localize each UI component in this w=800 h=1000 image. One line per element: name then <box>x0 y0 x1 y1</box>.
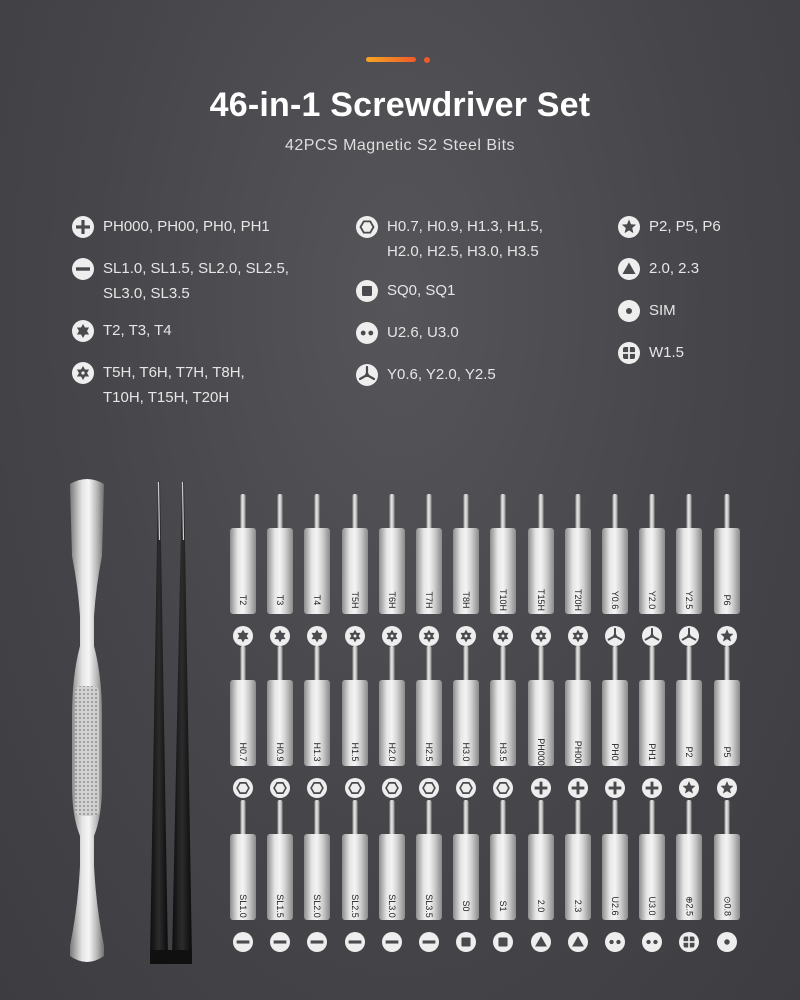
legend-label-line: T5H, T6H, T7H, T8H, <box>103 364 245 381</box>
cross-four-icon <box>679 932 699 952</box>
bit-shank <box>528 528 554 614</box>
legend-label <box>649 256 699 281</box>
bit-shank <box>639 528 665 614</box>
bit-shank <box>490 528 516 614</box>
bit-label: SL2.0 <box>312 894 323 918</box>
u-shape-icon <box>605 932 625 952</box>
bit-tip <box>687 800 692 836</box>
bit-label: T4 <box>312 594 323 606</box>
bit-label: PH000 <box>535 738 546 766</box>
triangle-icon <box>568 932 588 952</box>
phillips-icon <box>531 778 551 798</box>
slotted-icon <box>345 932 365 952</box>
tri-wing-icon <box>605 626 625 646</box>
legend-label <box>387 362 496 387</box>
bit-shank <box>342 834 368 920</box>
bit-label: H0.7 <box>238 742 248 762</box>
bit-shank <box>565 834 591 920</box>
bit-label: PH1 <box>647 743 658 761</box>
hex-icon <box>270 778 290 798</box>
bit-tip <box>427 494 432 530</box>
legend-label-line: 2.0, 2.3 <box>649 260 700 277</box>
bit-tip <box>613 494 618 530</box>
bit-shank <box>676 834 702 920</box>
bit-label: SL2.5 <box>349 894 360 918</box>
bit-tip <box>575 494 580 530</box>
legend-item <box>356 280 455 303</box>
bit-shank <box>230 834 256 920</box>
torx-security-icon <box>345 626 365 646</box>
torx-security-icon <box>531 626 551 646</box>
slotted-icon <box>382 932 402 952</box>
bit-shank <box>453 680 479 766</box>
torx-icon <box>72 320 94 342</box>
u-shape-icon <box>356 322 378 344</box>
legend-label <box>103 360 245 410</box>
bit-tip <box>278 494 283 530</box>
phillips-icon <box>568 778 588 798</box>
bit-tip <box>575 646 580 682</box>
bit-label: T6H <box>386 591 397 609</box>
bit-label: T10H <box>498 588 509 612</box>
pentalobe-icon <box>717 626 737 646</box>
bit-shank <box>416 528 442 614</box>
torx-icon <box>307 626 327 646</box>
slotted-icon <box>270 932 290 952</box>
bit-tip <box>241 800 246 836</box>
cross-four-icon <box>618 342 640 364</box>
legend-label <box>649 340 684 365</box>
legend-label <box>387 214 543 264</box>
bit-tip <box>650 800 655 836</box>
bit-tip <box>389 494 394 530</box>
legend-item <box>72 320 172 343</box>
phillips-icon <box>605 778 625 798</box>
legend-label-line: H2.0, H2.5, H3.0, H3.5 <box>387 243 539 260</box>
bit-shank <box>714 834 740 920</box>
torx-security-icon <box>493 626 513 646</box>
slotted-icon <box>233 932 253 952</box>
hex-icon <box>382 778 402 798</box>
legend-label <box>387 278 455 303</box>
bit-tip <box>464 646 469 682</box>
bit-shank <box>714 680 740 766</box>
bit-label: SL1.5 <box>275 894 286 918</box>
bit-shank <box>379 528 405 614</box>
bit-shank <box>304 834 330 920</box>
legend-label-line: T2, T3, T4 <box>103 322 172 339</box>
bit-shank <box>453 528 479 614</box>
bit-shank <box>602 834 628 920</box>
bit-label: U2.6 <box>610 896 620 916</box>
bit-tip <box>650 494 655 530</box>
spudger-tool <box>66 476 108 981</box>
bit-shank <box>304 528 330 614</box>
legend-item <box>618 258 699 281</box>
bit-tip <box>724 800 729 836</box>
bit-shank <box>230 528 256 614</box>
bit-tip <box>278 646 283 682</box>
legend-label-line: SQ0, SQ1 <box>387 282 456 299</box>
legend-label <box>649 298 676 323</box>
bit-shank <box>639 834 665 920</box>
bit-shank <box>453 834 479 920</box>
bit-tip <box>241 494 246 530</box>
bit-tip <box>315 646 320 682</box>
legend-item <box>72 362 245 410</box>
legend-label-line: SIM <box>649 302 676 319</box>
page-title: 46-in-1 Screwdriver Set <box>209 86 591 124</box>
bit-tip <box>501 800 506 836</box>
bit-label: T20H <box>572 588 583 612</box>
slotted-icon <box>419 932 439 952</box>
legend-label-line: Y0.6, Y2.0, Y2.5 <box>387 366 496 383</box>
torx-icon <box>233 626 253 646</box>
hex-icon <box>345 778 365 798</box>
tri-wing-icon <box>356 364 378 386</box>
hex-icon <box>419 778 439 798</box>
bit-tip <box>352 494 357 530</box>
legend-item <box>356 364 496 387</box>
hex-icon <box>356 216 378 238</box>
bit-label: SL3.0 <box>386 894 397 918</box>
bit-tip <box>650 646 655 682</box>
bit-shank <box>267 834 293 920</box>
slotted-icon <box>307 932 327 952</box>
hex-icon <box>233 778 253 798</box>
bit-label: T5H <box>349 591 360 609</box>
bit-tip <box>613 646 618 682</box>
hex-icon <box>307 778 327 798</box>
legend-item <box>72 258 289 306</box>
bit-label: H0.9 <box>275 742 286 762</box>
tweezers-tool <box>146 480 196 973</box>
bit-label: S1 <box>498 900 509 912</box>
u-shape-icon <box>642 932 662 952</box>
bit-label: T2 <box>238 594 248 606</box>
tri-wing-icon <box>642 626 662 646</box>
legend-label-line: H0.7, H0.9, H1.3, H1.5, <box>387 218 543 235</box>
bit-tip <box>352 646 357 682</box>
legend-item <box>356 322 459 345</box>
bit-shank <box>602 528 628 614</box>
pentalobe-icon <box>618 216 640 238</box>
phillips-icon <box>642 778 662 798</box>
square-icon <box>356 280 378 302</box>
torx-security-icon <box>456 626 476 646</box>
bit-shank <box>602 680 628 766</box>
torx-security-icon <box>72 362 94 384</box>
legend-label <box>103 214 270 239</box>
bit-label: H2.0 <box>386 742 397 762</box>
bit-shank <box>490 834 516 920</box>
bit-shank <box>490 680 516 766</box>
bit-shank <box>528 834 554 920</box>
legend-label <box>103 318 172 343</box>
bit-tip <box>501 494 506 530</box>
bit-label: T15H <box>535 588 546 612</box>
bit-label: H1.5 <box>349 742 360 762</box>
bit-tip <box>389 800 394 836</box>
bit-tip <box>575 800 580 836</box>
legend-label <box>103 256 289 306</box>
bit-label: P2 <box>684 746 695 758</box>
bit-label: H1.3 <box>312 742 323 762</box>
bit-tip <box>427 800 432 836</box>
bit-tip <box>538 494 543 530</box>
legend-item <box>618 342 684 365</box>
square-icon <box>493 932 513 952</box>
legend-item <box>72 216 270 239</box>
bit-shank <box>230 680 256 766</box>
accent-bar <box>366 57 416 62</box>
bit-tip <box>613 800 618 836</box>
bit-label: PH0 <box>610 743 620 761</box>
bit-tip <box>315 494 320 530</box>
bit-tip <box>278 800 283 836</box>
bit-tip <box>464 494 469 530</box>
bit-label: PH00 <box>572 740 583 764</box>
bit-label: Y2.0 <box>647 590 658 610</box>
legend-label <box>649 214 721 239</box>
legend-item <box>356 216 543 264</box>
legend-label-line: SL3.0, SL3.5 <box>103 285 190 302</box>
bit-label: ⊙0.8 <box>722 895 733 917</box>
legend-label-line: P2, P5, P6 <box>649 218 721 235</box>
phillips-icon <box>72 216 94 238</box>
bit-label: T3 <box>275 594 286 606</box>
page-subtitle: 42PCS Magnetic S2 Steel Bits <box>284 137 516 154</box>
bit-tip <box>427 646 432 682</box>
bit-tip <box>241 646 246 682</box>
sim-icon <box>717 932 737 952</box>
bit-label: Y0.6 <box>610 590 620 610</box>
bit-shank <box>379 680 405 766</box>
bit-label: SL3.5 <box>424 894 434 918</box>
legend-label <box>387 320 459 345</box>
bit-shank <box>676 528 702 614</box>
triangle-icon <box>531 932 551 952</box>
hex-icon <box>456 778 476 798</box>
bit-tip <box>389 646 394 682</box>
accent-dot <box>424 57 430 63</box>
pentalobe-icon <box>717 778 737 798</box>
bit-label: Y2.5 <box>684 590 695 610</box>
bit-tip <box>724 494 729 530</box>
hex-icon <box>493 778 513 798</box>
torx-security-icon <box>419 626 439 646</box>
slotted-icon <box>72 258 94 280</box>
bit-label: H3.5 <box>498 742 509 762</box>
bit-label: P6 <box>721 594 732 606</box>
bit-shank <box>528 680 554 766</box>
bit-label: ⊕2.5 <box>684 895 695 917</box>
torx-icon <box>270 626 290 646</box>
legend-item <box>618 216 721 239</box>
pentalobe-icon <box>679 778 699 798</box>
legend-item <box>618 300 676 323</box>
sim-icon <box>618 300 640 322</box>
legend-label-line: U2.6, U3.0 <box>387 324 459 341</box>
bit-label: H2.5 <box>424 742 434 762</box>
bit-label: 2.3 <box>572 899 583 913</box>
bit-tip <box>538 800 543 836</box>
bit-label: U3.0 <box>647 896 658 916</box>
bit-shank <box>416 834 442 920</box>
bit-tip <box>315 800 320 836</box>
bit-shank <box>304 680 330 766</box>
torx-security-icon <box>382 626 402 646</box>
bit-shank <box>714 528 740 614</box>
bit-shank <box>639 680 665 766</box>
legend-label-line: T10H, T15H, T20H <box>103 389 230 406</box>
bit-label: P5 <box>721 746 732 758</box>
bit-label: S0 <box>461 900 472 912</box>
bit-shank <box>267 528 293 614</box>
legend-label-line: SL1.0, SL1.5, SL2.0, SL2.5, <box>103 260 289 277</box>
bit-label: SL1.0 <box>238 894 248 918</box>
legend-label-line: PH000, PH00, PH0, PH1 <box>103 218 270 235</box>
legend-label-line: W1.5 <box>649 344 685 361</box>
bit-label: H3.0 <box>461 742 472 762</box>
torx-security-icon <box>568 626 588 646</box>
bit-label: T8H <box>461 591 472 609</box>
tri-wing-icon <box>679 626 699 646</box>
bit-tip <box>724 646 729 682</box>
bit-shank <box>676 680 702 766</box>
bit-shank <box>565 680 591 766</box>
bit-shank <box>565 528 591 614</box>
bit-shank <box>342 528 368 614</box>
bit-shank <box>416 680 442 766</box>
bit-tip <box>687 494 692 530</box>
bit-tip <box>352 800 357 836</box>
bit-tip <box>687 646 692 682</box>
bit-tip <box>501 646 506 682</box>
bit-label: 2.0 <box>535 899 546 913</box>
bit-shank <box>267 680 293 766</box>
triangle-icon <box>618 258 640 280</box>
bit-label: T7H <box>424 591 434 609</box>
bit-shank <box>342 680 368 766</box>
bit-shank <box>379 834 405 920</box>
bit-tip <box>538 646 543 682</box>
bit-tip <box>464 800 469 836</box>
square-icon <box>456 932 476 952</box>
